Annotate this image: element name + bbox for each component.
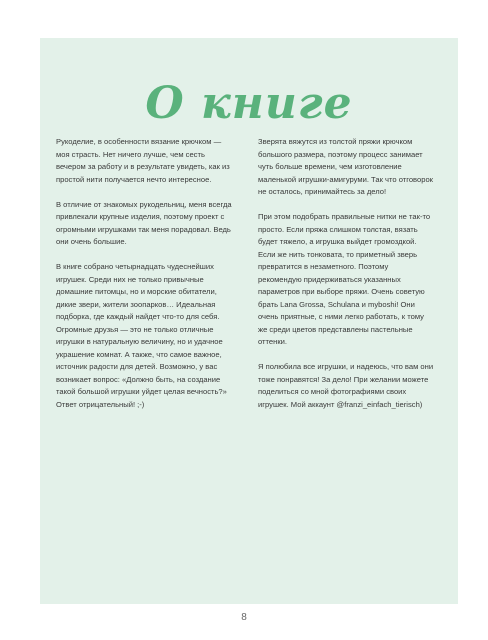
page-title: О книге (145, 78, 353, 129)
paragraph: Рукоделие, в особенности вязание крючком — моя страсть. Нет ничего лучше, чем сесть вечером за работу и в результате увидеть, как из простой нити получается нечто интересное. (56, 137, 230, 184)
paragraph: Я полюбила все игрушки, и надеюсь, что вам они тоже понравятся! За дело! При желании можете поделиться со мной фотографиями своих игрушек. Мой аккаунт @franzi_einfach_tierisch) (258, 362, 434, 409)
paragraph: При этом подобрать правильные нитки не так-то просто. Если пряжа слишком толстая, вязать будет тяжело, а игрушка выйдет громоздкой. Если же нить тонковата, то приметный зверь превратится в незаметного. Поэтому рекомендую придерживаться указанных параметров при выборе пряжи. Очень советую брать Lana Grossa, Schulana и myboshi! Они очень приятные, с ними легко работать, к тому же среди цветов представлены пастельные оттенки. (258, 212, 431, 346)
right-column (258, 136, 434, 424)
content-panel (40, 38, 458, 604)
page-number: 8 (241, 612, 247, 623)
paragraph: Зверята вяжутся из толстой пряжи крючком большого размера, поэтому процесс занимает чуть больше времени, чем изготовление маленькой игрушки-амигуруми. Так что отговорок не осталось, принимайтесь за дело! (258, 137, 433, 196)
paragraph: В книге собрано четырнадцать чудеснейших игрушек. Среди них не только привычные домашние питомцы, но и морские обитатели, дикие звери, жители зоопарков… Идеальная подборка, где каждый найдет что-то для себя. Огромные друзья — это не только отличные игрушки в натуральную величину, но и удачное украшение комнат. А также, что самое важное, источник радости для детей. Возможно, у вас возникает вопрос: «Должно быть, на создание такой большой игрушки уйдет целая вечность?» Ответ отрицательный! ;-) (56, 262, 227, 409)
paragraph: В отличие от знакомых рукодельниц, меня всегда привлекали крупные изделия, поэтому проект с огромными игрушками так меня порадовал. Ведь они очень большие. (56, 199, 232, 246)
left-column (56, 136, 232, 424)
